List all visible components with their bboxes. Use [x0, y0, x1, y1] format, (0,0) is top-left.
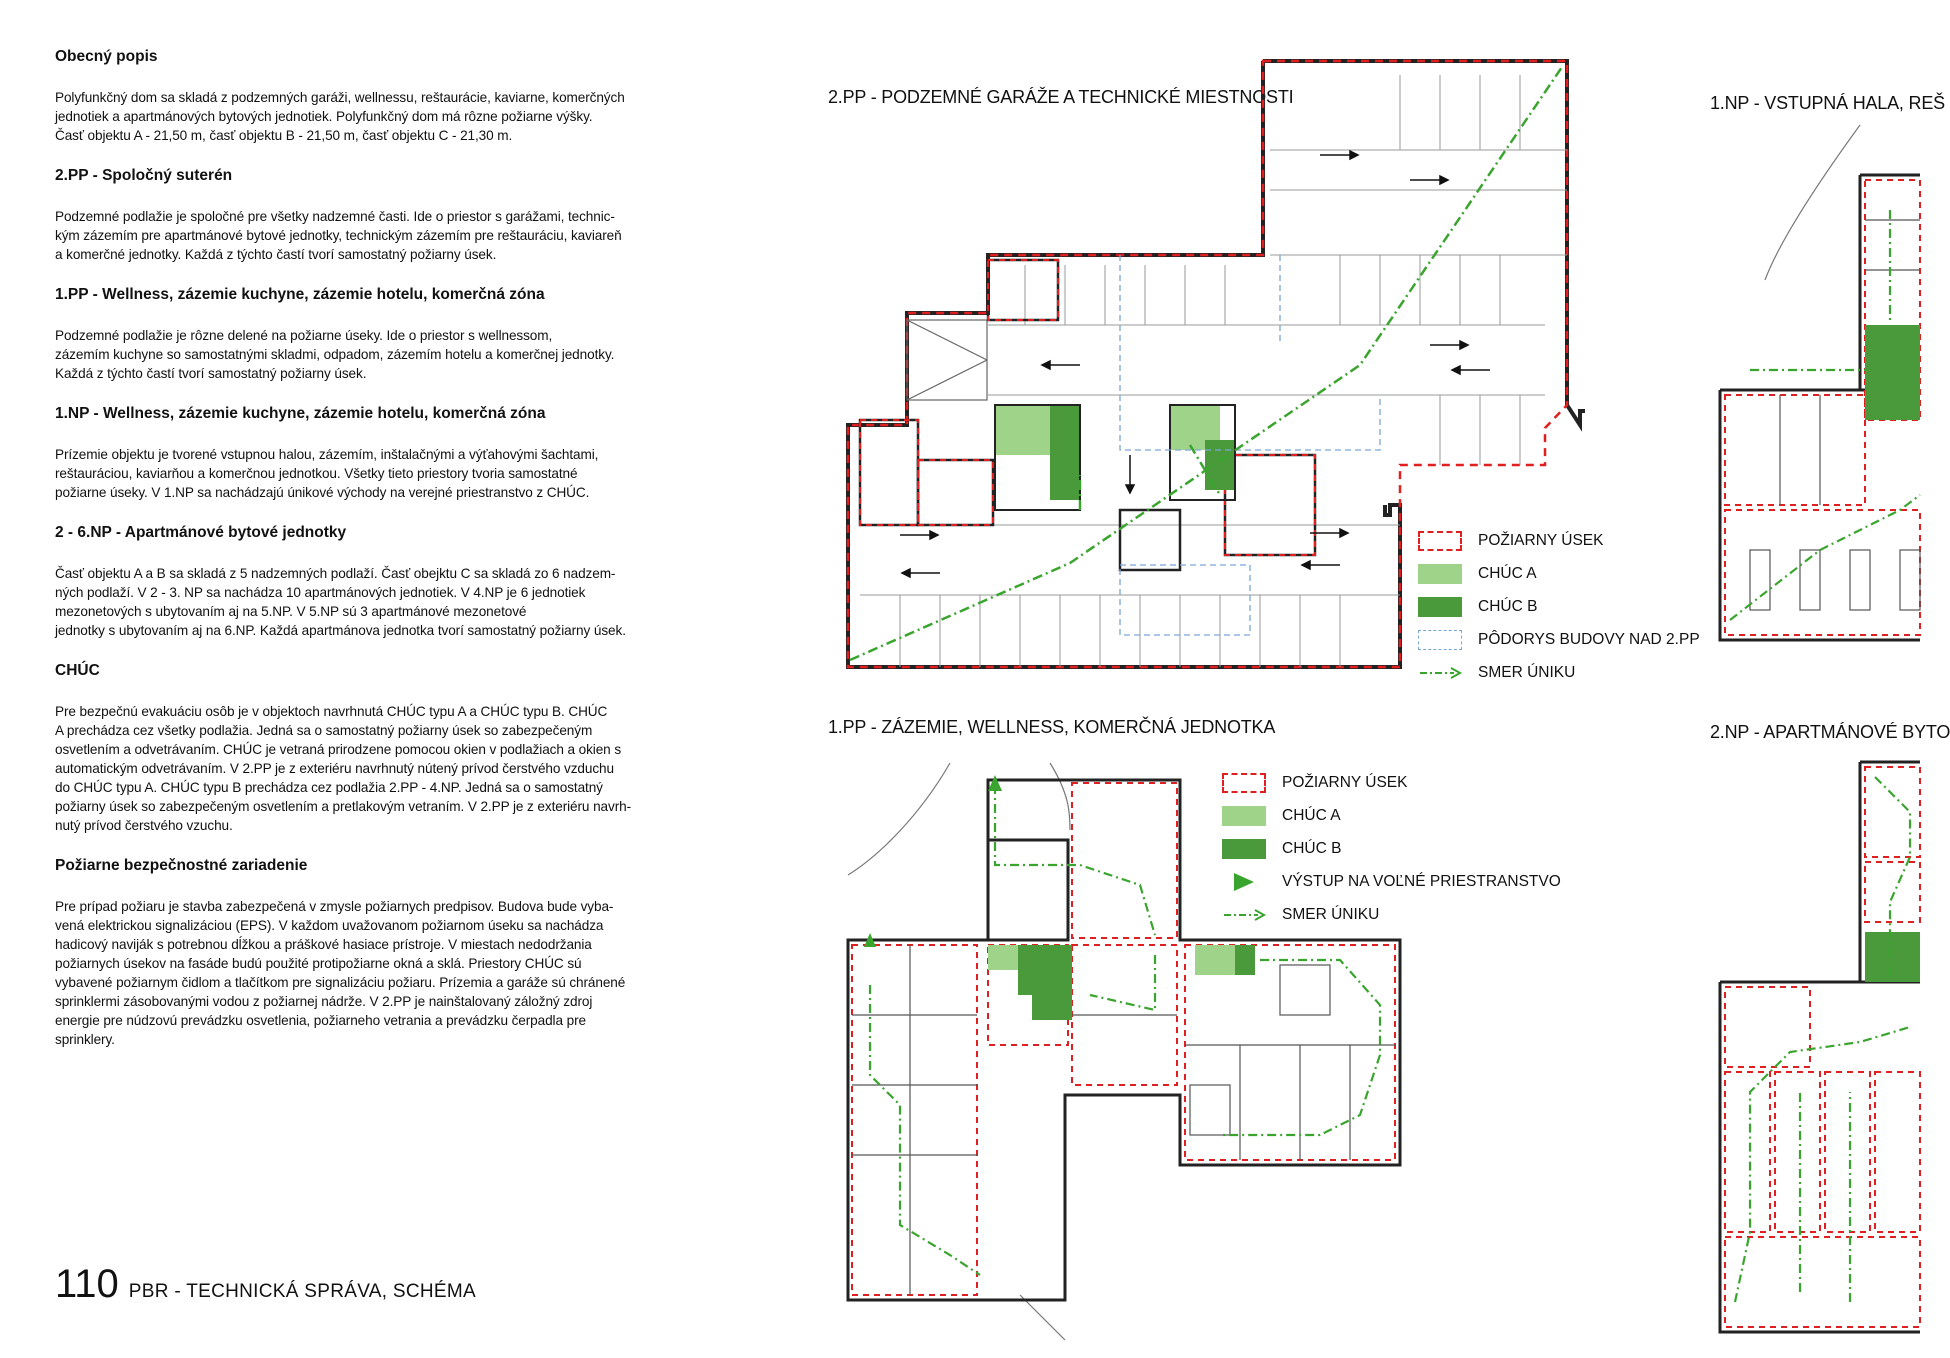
- escape-route-2np: [1735, 777, 1910, 1302]
- chuc-b-swatch: [1418, 597, 1462, 617]
- escape-arrow-icon: [1418, 663, 1462, 683]
- legend-2pp: [1418, 524, 1700, 689]
- section-fire-equipment: [55, 857, 635, 1049]
- section-body: Prízemie objektu je tvorené vstupnou halou, zázemím, inštalačnými a výťahovými šachtami, reštauráciou, kaviarňou a komerčnou jednotkou. Všetky tieto priestory tvoria samostatné požiarne úseky. V 1.NP sa nachádzajú únikové východy na verejné priestranstvo z CHÚC.: [55, 447, 599, 500]
- description-column: [55, 48, 635, 1071]
- section-general: [55, 48, 635, 145]
- legend-item-outline: [1418, 623, 1700, 656]
- section-1pp: [55, 286, 635, 383]
- legend-label: SMER ÚNIKU: [1478, 663, 1576, 681]
- exit-markers-1pp: [864, 775, 1002, 947]
- section-title: 1.NP - Wellness, zázemie kuchyne, zázemie hotelu, komerčná zóna: [55, 405, 546, 422]
- section-body: Podzemné podlažie je rôzne delené na požiarne úseky. Ide o priestor s wellnessom, zázemím kuchyne so samostatnými skladmi, odpadom, zázemím hotelu a komerčnej jednotky. Každá z týchto častí tvorí samostatný požiarny úsek.: [55, 328, 615, 381]
- legend-item-chuc-a: [1222, 799, 1561, 832]
- legend-label: CHÚC B: [1478, 597, 1538, 615]
- legend-item-escape: [1222, 898, 1561, 931]
- tech-rooms-fire-dashed: [860, 260, 1315, 555]
- fire-section-swatch: [1418, 531, 1462, 551]
- chuc-b-area: [1865, 932, 1920, 982]
- exit-triangle-icon: [1222, 872, 1266, 892]
- section-body: Časť objektu A a B sa skladá z 5 nadzemných podlaží. Časť obejktu C sa skladá zo 6 nadzem- ných podlaží. V 2 - 3. NP sa nachádza 10 apartmánových jednotiek. V 4.NP je 6 jednotiek mezonetových s ubytovaním aj na 5.NP. V 5.NP sú 3 apartmánové mezonetové jednotky s ubytovaním aj na 6.NP. Každá apartmánova jednotka tvorí samostatný požiarny úsek.: [55, 566, 626, 638]
- legend-1pp: [1222, 766, 1561, 931]
- chuc-b-swatch: [1222, 839, 1266, 859]
- legend-label: POŽIARNY ÚSEK: [1282, 773, 1408, 791]
- interior-walls-1pp: [852, 945, 1395, 1295]
- chuc-b-area: [1865, 325, 1920, 420]
- fire-sections-2np: [1725, 767, 1920, 1327]
- building-outline-above: [1120, 255, 1380, 635]
- section-title: Požiarne bezpečnostné zariadenie: [55, 857, 308, 874]
- section-body: Polyfunkčný dom sa skladá z podzemných garáži, wellnessu, reštaurácie, kaviarne, komerčných jednotiek a apartmánových bytových jednotiek. Polyfunkčný dom má rôzne požiarne výšky. Časť objektu A - 21,50 m, časť objektu B - 21,50 m, časť objektu C - 21,30 m.: [55, 90, 625, 143]
- legend-label: PÔDORYS BUDOVY NAD 2.PP: [1478, 630, 1700, 648]
- outline-swatch: [1418, 630, 1462, 650]
- page-footer: [55, 1262, 476, 1307]
- legend-item-chuc-a: [1418, 557, 1700, 590]
- section-2-6np: [55, 524, 635, 640]
- legend-label: SMER ÚNIKU: [1282, 905, 1380, 923]
- section-body: Pre bezpečnú evakuáciu osôb je v objektoch navrhnutá CHÚC typu A a CHÚC typu B. CHÚC A prechádza cez všetky podlažia. Jedná sa o samostatný požiarny úsek so zabezpečeným osvetlením a odvetrávaním. CHÚC je vetraná prirodzene pomocou okien v podlažiach a okien s automatickým odvetrávaním. V 2.PP je z exteriéru navrhnutý nútený prívod čerstvého vzduchu do CHÚC typu A. CHÚC typu B prechádza cez podlažia 2.PP - 4.NP. Jedná sa o samostatný požiarny úsek so zabezpečeným osvetlením a pretlakovým vetraním. V 2.PP je z exteriéru navrh- nutý prívod čerstvého vzuchu.: [55, 704, 632, 833]
- legend-label: VÝSTUP NA VOĽNÉ PRIESTRANSTVO: [1282, 872, 1561, 890]
- chuc-a-swatch: [1418, 564, 1462, 584]
- legend-label: POŽIARNY ÚSEK: [1478, 531, 1604, 549]
- fire-section-swatch: [1222, 773, 1266, 793]
- legend-item-fire-section: [1222, 766, 1561, 799]
- escape-arrow-icon: [1222, 905, 1266, 925]
- section-body: Pre prípad požiaru je stavba zabezpečená v zmysle požiarnych predpisov. Budova bude vyba- vená elektrickou signalizáciou (EPS). V každom uvažovanom požiarnom úseku sa nachádza hadicový naviják s potrebnou dĺžkou a práškové hasiace prístroje. V miestach nedodržania požiarnych úsekov na fasáde budú použité protipožiarne okná a sklá. Priestory CHÚC sú vybavené požiarnym čidlom a tlačítkom pre signalizáciu požiaru. Prízemia a garáže sú chránené sprinklermi zásobovanými vodou z požiarnej nádrže. V 2.PP je nainštalovaný záložný zdroj energie pre núdzovú prevádzku osvetlenia, požiarneho vetrania a prevádzku čerpadla pre sprinklery.: [55, 899, 626, 1047]
- section-title: 2.PP - Spoločný suterén: [55, 167, 233, 184]
- section-body: Podzemné podlažie je spoločné pre všetky nadzemné časti. Ide o priestor s garážami, technic- kým zázemím pre apartmánové bytové jednotky, technickým zázemím pre reštauráciu, kaviareň a komerčné jednotky. Každá z týchto častí tvorí samostatný požiarny úsek.: [55, 209, 622, 262]
- page-number: 110: [55, 1262, 119, 1306]
- legend-label: CHÚC A: [1478, 564, 1537, 582]
- page-subtitle: PBR - TECHNICKÁ SPRÁVA, SCHÉMA: [128, 1281, 476, 1302]
- section-title: 2 - 6.NP - Apartmánové bytové jednotky: [55, 524, 347, 541]
- section-2pp: [55, 167, 635, 264]
- section-chuc: [55, 662, 635, 835]
- legend-item-chuc-b: [1418, 590, 1700, 623]
- chuc-a-swatch: [1222, 806, 1266, 826]
- section-title: Obecný popis: [55, 48, 158, 65]
- floor-plan-2np: [1710, 762, 1920, 1342]
- terrain-line: [1765, 125, 1860, 280]
- floor-plan-1np: [1710, 120, 1920, 640]
- plan-title-1pp: 1.PP - ZÁZEMIE, WELLNESS, KOMERČNÁ JEDNOTKA: [828, 717, 1276, 737]
- legend-item-chuc-b: [1222, 832, 1561, 865]
- legend-item-escape: [1418, 656, 1700, 689]
- section-title: CHÚC: [55, 662, 100, 679]
- chuc-a-areas: [995, 405, 1220, 455]
- plan-title-2np: 2.NP - APARTMÁNOVÉ BYTO: [1710, 722, 1950, 742]
- tech-rooms: [860, 260, 1315, 570]
- legend-item-exit: [1222, 865, 1561, 898]
- plan-title-2pp: 2.PP - PODZEMNÉ GARÁŽE A TECHNICKÉ MIESTNOSTI: [828, 87, 1294, 107]
- ramp: [907, 320, 987, 400]
- terrain-lines: [848, 763, 1070, 1340]
- section-1np: [55, 405, 635, 502]
- legend-label: CHÚC B: [1282, 839, 1342, 857]
- section-title: 1.PP - Wellness, zázemie kuchyne, zázemie hotelu, komerčná zóna: [55, 286, 545, 303]
- plan-title-1np: 1.NP - VSTUPNÁ HALA, REŠ: [1710, 93, 1945, 113]
- legend-label: CHÚC A: [1282, 806, 1341, 824]
- legend-item-fire-section: [1418, 524, 1700, 557]
